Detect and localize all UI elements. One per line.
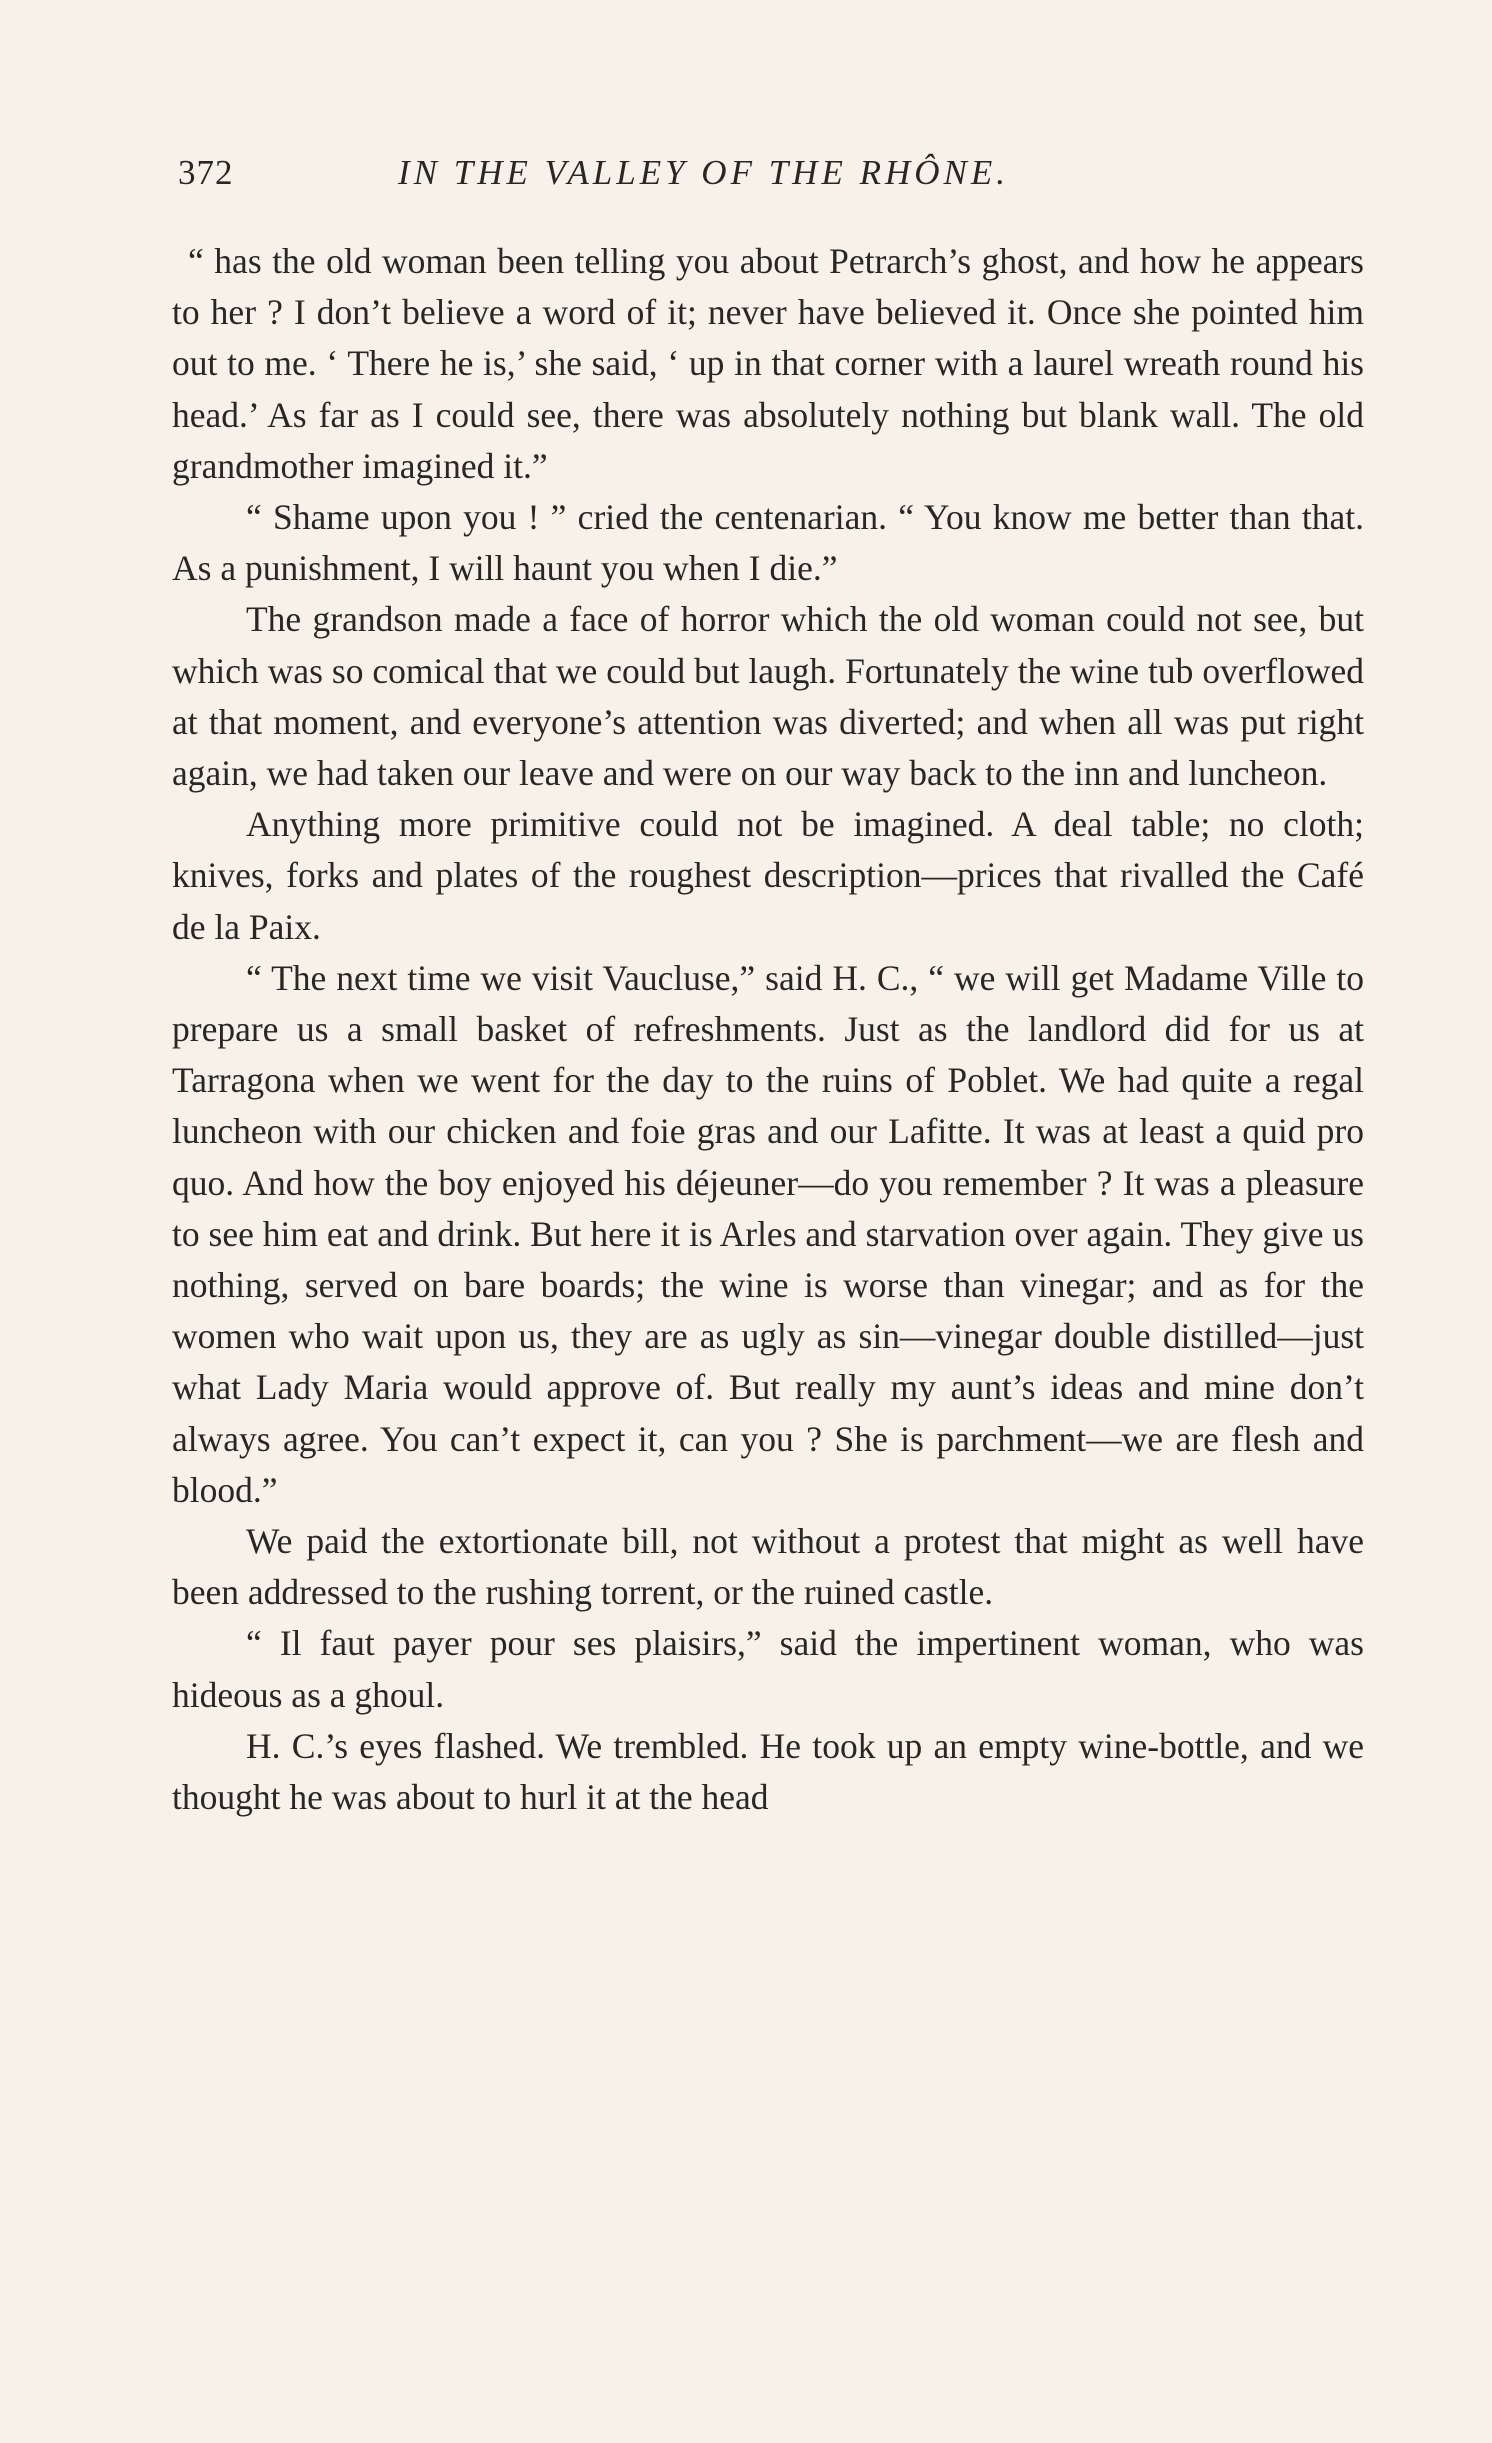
paragraph: Anything more primitive could not be imagined. A deal table; no cloth; knives, forks and plates of the roughest description—prices that rivalled the Café de la Paix. xyxy=(172,804,1364,947)
paragraph: H. C.’s eyes flashed. We trembled. He took up an empty wine-bottle, and we thought he was about to hurl it at the head xyxy=(172,1725,1364,1818)
running-head xyxy=(178,148,1368,198)
body-text xyxy=(172,236,1364,1823)
page-number: 372 xyxy=(178,153,234,192)
running-title: IN THE VALLEY OF THE RHÔNE. xyxy=(398,153,1009,192)
paragraph: “ Il faut payer pour ses plaisirs,” said the impertinent woman, who was hideous as a ghoul. xyxy=(172,1623,1364,1715)
paragraph: “ has the old woman been telling you about Petrarch’s ghost, and how he appears to her ? I don’t believe a word of it; never have believed it. Once she pointed him out to me. ‘ There he is,’ she said, ‘ up in that corner with a laurel wreath round his head.’ As far as I could see, there was absolutely nothing but blank wall. The old grandmother imagined it.” xyxy=(172,241,1364,486)
paragraph: The grandson made a face of horror which the old woman could not see, but which was so comical that we could but laugh. Fortunately the wine tub overflowed at that moment, and everyone’s attention was diverted; and when all was put right again, we had taken our leave and were on our way back to the inn and luncheon. xyxy=(172,599,1364,794)
paragraph: “ Shame upon you ! ” cried the centenarian. “ You know me better than that. As a punishment, I will haunt you when I die.” xyxy=(172,497,1364,589)
paragraph: “ The next time we visit Vaucluse,” said H. C., “ we will get Madame Ville to prepare us a small basket of refreshments. Just as the landlord did for us at Tarragona when we went for the day to the ruins of Poblet. We had quite a regal luncheon with our chicken and foie gras and our Lafitte. It was at least a quid pro quo. And how the boy enjoyed his déjeuner—do you remember ? It was a pleasure to see him eat and drink. But here it is Arles and starvation over again. They give us nothing, served on bare boards; the wine is worse than vinegar; and as for the women who wait upon us, they are as ugly as sin—vinegar double distilled—just what Lady Maria would approve of. But really my aunt’s ideas and mine don’t always agree. You can’t expect it, can you ? She is parchment—we are flesh and blood.” xyxy=(172,957,1364,1510)
paragraph: We paid the extortionate bill, not without a protest that might as well have been addressed to the rushing torrent, or the ruined castle. xyxy=(172,1521,1364,1613)
